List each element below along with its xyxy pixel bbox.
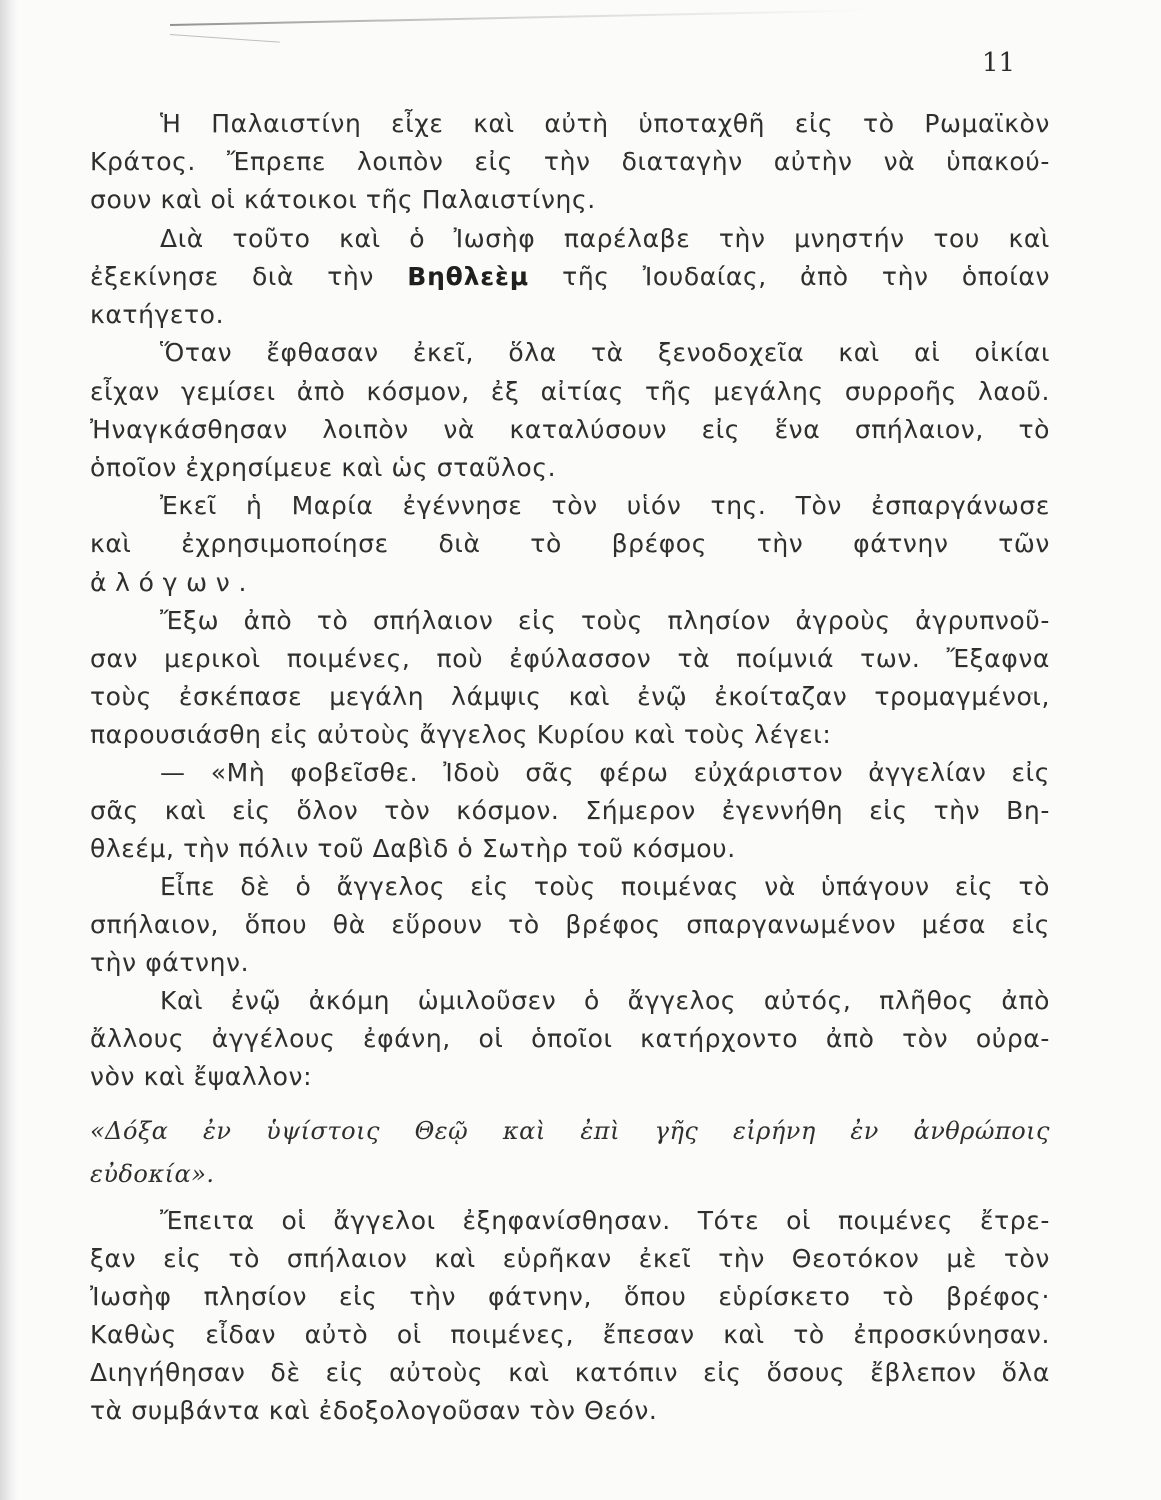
text-line: σουν καὶ οἱ κάτοικοι τῆς Παλαιστίνης. — [90, 185, 596, 214]
text-line: Κράτος. Ἔπρεπε λοιπὸν εἰς τὴν διαταγὴν αὐτὴν νὰ ὑπακού- — [90, 147, 1050, 176]
text-line: Ἡ Παλαιστίνη εἶχε καὶ αὐτὴ ὑποταχθῆ εἰς τὸ Ρωμαϊκὸν — [160, 109, 1050, 138]
text-line: ξαν εἰς τὸ σπήλαιον καὶ εὑρῆκαν ἐκεῖ τὴν Θεοτόκον μὲ τὸν — [90, 1244, 1050, 1273]
text-line: κατήγετο. — [90, 300, 225, 329]
text-line: Ἰωσὴφ πλησίον εἰς τὴν φάτνην, ὅπου εὑρίσκετο τὸ βρέφος· — [90, 1282, 1050, 1311]
page-left-edge-shadow — [0, 0, 18, 1500]
text-line: τοὺς ἐσκέπασε μεγάλη λάμψις καὶ ἐνῷ ἐκοίταζαν τρομαγμένοι, — [90, 682, 1050, 711]
text-fragment: τῆς Ἰουδαίας, ἀπὸ τὴν ὁποίαν — [562, 262, 1051, 291]
top-scan-mark-secondary — [170, 34, 280, 43]
text-line: Καθὼς εἶδαν αὐτὸ οἱ ποιμένες, ἔπεσαν καὶ τὸ ἐπροσκύνησαν. — [90, 1320, 1050, 1349]
dialogue-line: — «Μὴ φοβεῖσθε. Ἰδοὺ σᾶς φέρω εὐχάριστον ἀγγελίαν εἰς — [160, 758, 1050, 787]
text-line: ἀλόγων. — [90, 568, 256, 597]
text-line: εἶχαν γεμίσει ἀπὸ κόσμον, ἐξ αἰτίας τῆς μεγάλης συρροῆς λαοῦ. — [90, 377, 1050, 406]
text-line: τὴν φάτνην. — [90, 948, 250, 977]
text-line: Ὅταν ἔφθασαν ἐκεῖ, ὅλα τὰ ξενοδοχεῖα καὶ αἱ οἰκίαι — [160, 338, 1050, 367]
top-scan-mark — [170, 9, 870, 26]
text-line: Διὰ τοῦτο καὶ ὁ Ἰωσὴφ παρέλαβε τὴν μνηστήν του καὶ — [160, 224, 1050, 253]
hymn-quote-line: «Δόξα ἐν ὑψίστοις Θεῷ καὶ ἐπὶ γῆς εἰρήνη ἐν ἀνθρώποις — [90, 1117, 1050, 1145]
text-line: Ἠναγκάσθησαν λοιπὸν νὰ καταλύσουν εἰς ἕνα σπήλαιον, τὸ — [90, 415, 1050, 444]
text-line: σᾶς καὶ εἰς ὅλον τὸν κόσμον. Σήμερον ἐγεννήθη εἰς τὴν Βη- — [90, 796, 1050, 825]
text-line: Εἶπε δὲ ὁ ἄγγελος εἰς τοὺς ποιμένας νὰ ὑπάγουν εἰς τὸ — [160, 872, 1050, 901]
text-line: Διηγήθησαν δὲ εἰς αὐτοὺς καὶ κατόπιν εἰς ὅσους ἔβλεπον ὅλα — [90, 1358, 1050, 1387]
page-number: 11 — [982, 48, 1016, 78]
text-line: θλεέμ, τὴν πόλιν τοῦ Δαβὶδ ὁ Σωτὴρ τοῦ κόσμου. — [90, 834, 736, 863]
scan-speck — [1030, 692, 1033, 695]
text-line: ἄλλους ἀγγέλους ἐφάνη, οἱ ὁποῖοι κατήρχοντο ἀπὸ τὸν οὐρα- — [90, 1024, 1050, 1053]
text-line: Ἔπειτα οἱ ἄγγελοι ἐξηφανίσθησαν. Τότε οἱ ποιμένες ἔτρε- — [160, 1206, 1050, 1235]
text-line: παρουσιάσθη εἰς αὐτοὺς ἄγγελος Κυρίου καὶ τοὺς λέγει: — [90, 720, 832, 749]
text-line: καὶ ἐχρησιμοποίησε διὰ τὸ βρέφος τὴν φάτνην τῶν — [90, 529, 1050, 558]
text-line: νὸν καὶ ἔψαλλον: — [90, 1062, 313, 1091]
text-fragment: ἐξεκίνησε διὰ τὴν — [90, 262, 374, 291]
hymn-quote-line: εὐδοκία». — [90, 1160, 215, 1188]
text-line: σαν μερικοὶ ποιμένες, ποὺ ἐφύλασσον τὰ ποίμνιά των. Ἔξαφνα — [90, 644, 1050, 673]
text-line: σπήλαιον, ὅπου θὰ εὕρουν τὸ βρέφος σπαργανωμένον μέσα εἰς — [90, 910, 1050, 939]
text-line: τὰ συμβάντα καὶ ἐδοξολογοῦσαν τὸν Θεόν. — [90, 1396, 658, 1425]
text-line: Καὶ ἐνῷ ἀκόμη ὡμιλοῦσεν ὁ ἄγγελος αὐτός, πλῆθος ἀπὸ — [160, 986, 1050, 1015]
text-line: Ἐκεῖ ἡ Μαρία ἐγέννησε τὸν υἱόν της. Τὸν ἐσπαργάνωσε — [160, 491, 1050, 520]
emphasized-place-name: Βηθλεὲμ — [407, 262, 529, 291]
text-line: ὁποῖον ἐχρησίμευε καὶ ὡς σταῦλος. — [90, 453, 557, 482]
text-line: Ἔξω ἀπὸ τὸ σπήλαιον εἰς τοὺς πλησίον ἀγροὺς ἀγρυπνοῦ- — [160, 606, 1050, 635]
